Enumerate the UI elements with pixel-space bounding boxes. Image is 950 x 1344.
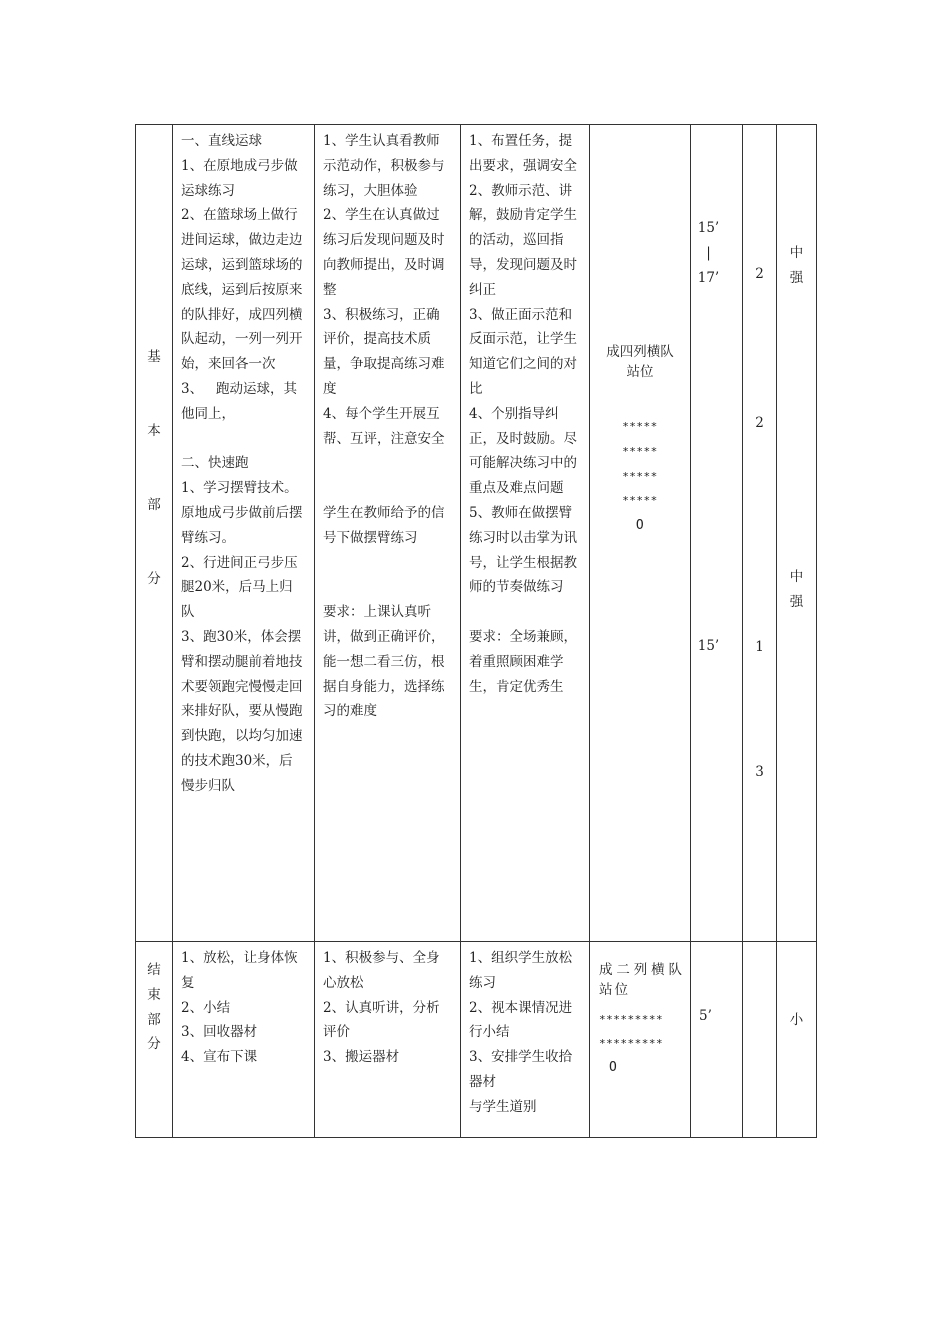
time-value: 15’ (697, 638, 720, 654)
section-row-basic (136, 125, 817, 942)
count-cell (743, 125, 777, 942)
count-value: 3 (755, 764, 764, 780)
section-name-cell (136, 942, 173, 1138)
section-name-char: 基 (147, 349, 161, 365)
section-name-char: 分 (147, 571, 161, 587)
intensity-char: 强 (789, 593, 804, 610)
section-name-char: 本 (147, 423, 161, 439)
time-value: 5’ (699, 1008, 712, 1024)
formation-row: ***** (622, 494, 658, 508)
teaching-content: 1、放松，让身体恢复 2、小结 3、回收器材 4、宣布下课 (181, 950, 298, 1066)
teacher-position: O (635, 518, 645, 534)
lesson-plan-table (135, 124, 817, 1138)
intensity-char: 强 (789, 269, 804, 286)
teacher-position: O (609, 1060, 618, 1075)
time-separator: | (706, 244, 711, 261)
formation-title: 成二列横队站位 (599, 962, 684, 998)
count-value: 1 (755, 639, 764, 655)
student-activity-cell (315, 125, 461, 942)
student-activity: 1、积极参与、全身心放松 2、认真听讲，分析评价 3、搬运器材 (323, 950, 440, 1066)
student-activity-cell (315, 942, 461, 1138)
formation-cell (590, 942, 691, 1138)
formation-diagram (590, 415, 690, 539)
section-name-char: 部 (147, 497, 161, 513)
section-row-end (136, 942, 817, 1138)
intensity-char: 中 (789, 569, 804, 585)
student-activity: 1、学生认真看教师示范动作，积极参与练习，大胆体验 2、学生在认真做过练习后发现问题及时向教师提出，及时调整 3、积极练习，正确评价，提高技术质量，争取提高练习难度 4、每个学生开展互帮、互评，注意安全 学生在教师给予的信号下做摆臂练习 要求：上课认真听讲，做到正确评价，能一想二看三仿，根据自身能力，选择练习的难度 (323, 133, 445, 720)
teacher-activity-cell (461, 942, 590, 1138)
intensity-char: 中 (789, 245, 804, 261)
teacher-activity: 1、组织学生放松练习 2、视本课情况进行小结 3、安排学生收拾器材 与学生道别 (469, 950, 573, 1115)
section-name-char: 部 (147, 1011, 161, 1028)
formation-diagram (599, 1008, 690, 1080)
count-value: 2 (755, 266, 764, 282)
time-value: 15’ (697, 220, 720, 236)
content-cell (173, 942, 315, 1138)
section-name-char: 结 (147, 962, 161, 978)
teacher-activity-cell (461, 125, 590, 942)
formation-row: ***** (622, 444, 658, 458)
formation-title: 成四列横队站位 (606, 344, 674, 380)
formation-row: ***** (622, 469, 658, 483)
formation-row: ********* (599, 1037, 664, 1050)
formation-row: ***** (622, 420, 658, 433)
teacher-activity: 1、布置任务，提出要求，强调安全 2、教师示范、讲解，鼓励肯定学生的活动，巡回指导，发现问题及时纠正 3、做正面示范和反面示范，让学生知道它们之间的对比 4、个别指导纠正，及时鼓励。尽可能解决练习中的重点及难点问题 5、教师在做摆臂练习时以击掌为讯号，让学生根据教师的节奏做练习 要求：全场兼顾，着重照顾困难学生，肯定优秀生 (469, 133, 577, 695)
time-cell (691, 125, 743, 942)
time-cell (691, 942, 743, 1138)
intensity-value: 小 (789, 1012, 804, 1028)
section-name-cell (136, 125, 173, 942)
intensity-cell (777, 125, 817, 942)
formation-row: ********* (599, 1013, 664, 1026)
intensity-cell (777, 942, 817, 1138)
section-name-char: 分 (147, 1036, 161, 1053)
formation-cell (590, 125, 691, 942)
content-cell (173, 125, 315, 942)
teaching-content: 一、直线运球 1、在原地成弓步做运球练习 2、在篮球场上做行进间运球，做边走边运球，运到篮球场的底线，运到后按原来的队排好，成四列横队起动，一列一列开始，来回各一次 3、 跑动运球，其他同上， 二、快速跑 1、学习摆臂技术。原地成弓步做前后摆臂练习。 2、行进间正弓步压腿20米，后马上归队 3、跑30米，体会摆臂和摆动腿前着地技术要领跑完慢慢走回来排好队，要从慢跑到快跑，以均匀加速的技术跑30米，后慢步归队 (181, 133, 303, 794)
time-value: 17’ (697, 269, 720, 286)
section-name-char: 束 (147, 986, 161, 1003)
count-value: 2 (755, 415, 764, 431)
count-cell (743, 942, 777, 1138)
